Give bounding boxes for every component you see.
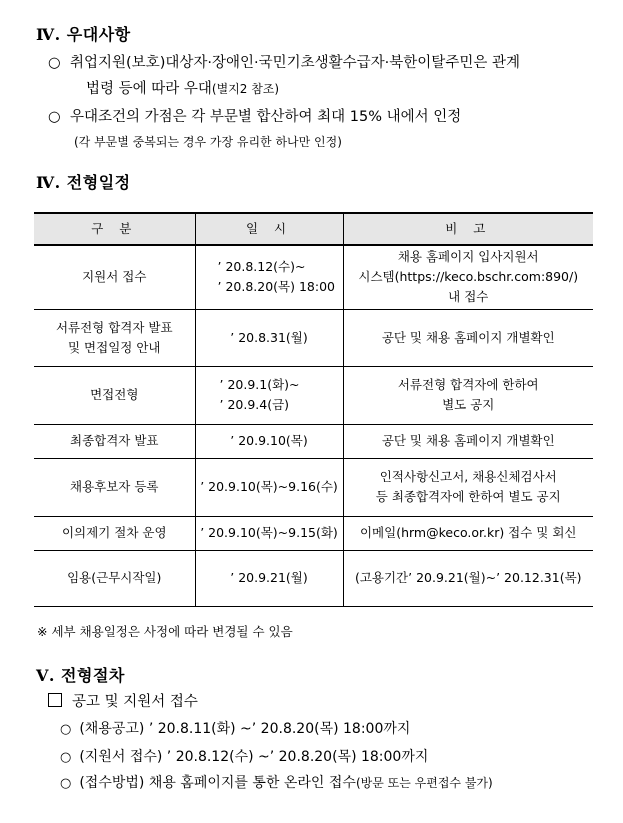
cell-date: ’ 20.9.1(화)~ ’ 20.9.4(금) [195,366,343,424]
table-row [34,366,593,424]
cell-category: 서류전형 합격자 발표 및 면접일정 안내 [34,309,195,366]
cell-date: ’ 20.9.10(목)~9.16(수) [195,458,343,516]
cell-category: 이의제기 절차 운영 [34,516,195,550]
preference-item-1-line2: 법령 등에 따라 우대(별지2 참조) [86,81,280,97]
cell-category: 지원서 접수 [34,245,195,309]
cell-note: 공단 및 채용 홈페이지 개별확인 [343,424,593,458]
preference-item-1-line1: ○ 취업지원(보호)대상자·장애인·국민기초생활수급자·북한이탈주민은 관계 [48,55,520,71]
circle-bullet-icon: ○ [48,109,61,125]
cell-category: 임용(근무시작일) [34,550,195,606]
circle-bullet-icon: ○ [60,722,72,737]
cell-category: 최종합격자 발표 [34,424,195,458]
table-row [34,458,593,516]
cell-note: 공단 및 채용 홈페이지 개별확인 [343,309,593,366]
preference-item-2-line1: ○ 우대조건의 가점은 각 부문별 합산하여 최대 15% 내에서 인정 [48,109,462,125]
table-row [34,550,593,606]
header-category: 구 분 [34,213,195,245]
cell-note: 채용 홈페이지 입사지원서 시스템(https://keco.bschr.com:890/) 내 접수 [343,245,593,309]
table-row [34,309,593,366]
procedure-item-1: ○ (채용공고) ’ 20.8.11(화) ~’ 20.8.20(목) 18:00까지 [60,721,411,737]
cell-category: 채용후보자 등록 [34,458,195,516]
circle-bullet-icon: ○ [60,776,72,791]
schedule-footnote: ※ 세부 채용일정은 사정에 따라 변경될 수 있음 [37,624,293,639]
table-row [34,516,593,550]
cell-date: ’ 20.8.12(수)~ ’ 20.8.20(목) 18:00 [195,245,343,309]
table-row [34,245,593,309]
cell-date: ’ 20.8.31(월) [195,309,343,366]
procedure-box-item: 공고 및 지원서 접수 [48,690,198,711]
cell-date: ’ 20.9.10(목) [195,424,343,458]
table-row [34,424,593,458]
cell-note: 이메일(hrm@keco.or.kr) 접수 및 회신 [343,516,593,550]
cell-category: 면접전형 [34,366,195,424]
cell-note: (고용기간’ 20.9.21(월)~’ 20.12.31(목) [343,550,593,606]
header-note: 비 고 [343,213,593,245]
procedure-item-2: ○ (지원서 접수) ’ 20.8.12(수) ~’ 20.8.20(목) 18:00까지 [60,749,429,765]
circle-bullet-icon: ○ [48,55,61,71]
cell-date: ’ 20.9.10(목)~9.15(화) [195,516,343,550]
section-heading-preference: Ⅳ. 우대사항 [36,25,131,44]
cell-note: 인적사항신고서, 채용신체검사서 등 최종합격자에 한하여 별도 공지 [343,458,593,516]
schedule-table [34,212,593,607]
cell-date: ’ 20.9.21(월) [195,550,343,606]
header-date: 일 시 [195,213,343,245]
square-bullet-icon [48,693,62,707]
section-heading-schedule: Ⅳ. 전형일정 [36,173,131,192]
circle-bullet-icon: ○ [60,750,72,765]
cell-note: 서류전형 합격자에 한하여 별도 공지 [343,366,593,424]
preference-item-2-line2: (각 부문별 중복되는 경우 가장 유리한 하나만 인정) [74,135,342,149]
procedure-item-3: ○ (접수방법) 채용 홈페이지를 통한 온라인 접수(방문 또는 우편접수 불가) [60,775,493,791]
table-header-row [34,213,593,245]
section-heading-procedure: Ⅴ. 전형절차 [36,666,125,685]
